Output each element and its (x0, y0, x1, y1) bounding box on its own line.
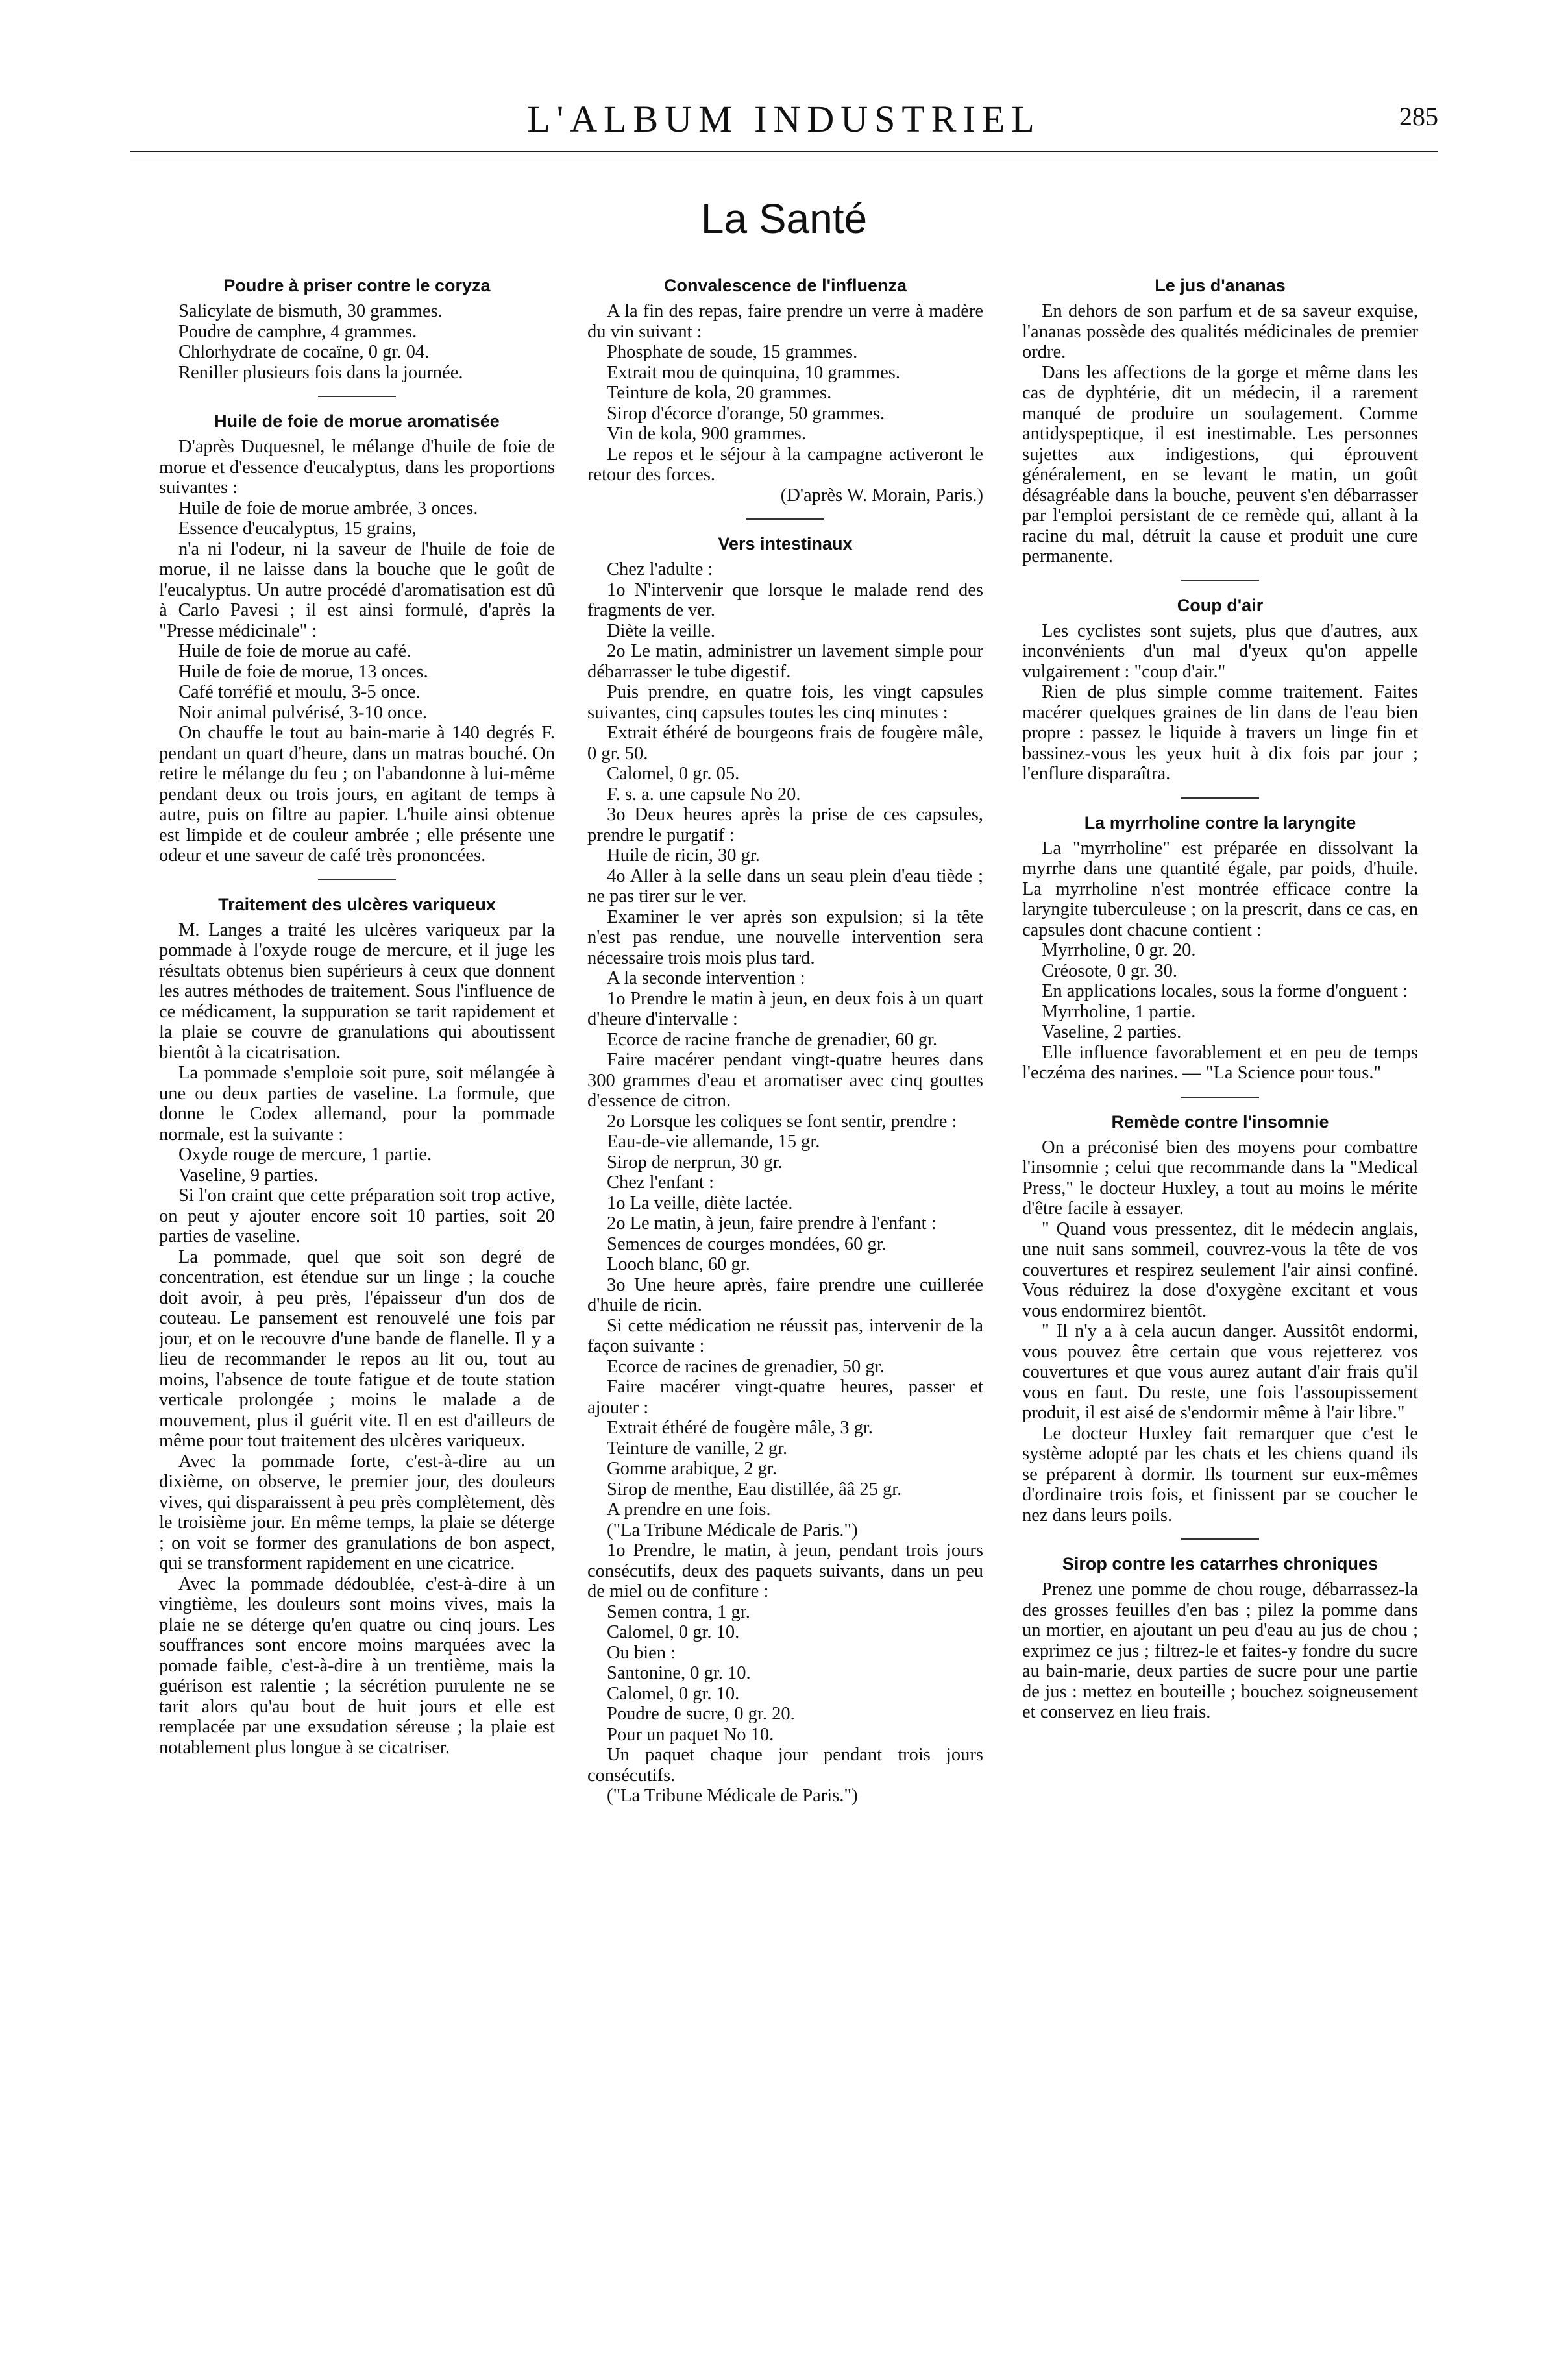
paragraph: Vaseline, 2 parties. (1042, 1022, 1182, 1042)
article-heading: Poudre à priser contre le coryza (223, 276, 491, 295)
paragraph: Puis prendre, en quatre fois, les vingt capsules suivantes, cinq capsules toutes les cinq minutes : (587, 682, 983, 723)
paragraph: On chauffe le tout au bain-marie à 140 degrés F. pendant un quart d'heure, dans un matras bouché. On retire le mélange du feu ; on l'abandonne à lui-même pendant deux ou trois jours, en agitant de temps à autre, puis on filtre au papier. L'huile ainsi obtenue est limpide et de couleur ambrée ; elle présente une odeur et une saveur de café très prononcées. (159, 723, 555, 866)
paragraph: Café torréfié et moulu, 3-5 once. (178, 682, 421, 702)
paragraph: En dehors de son parfum et de sa saveur exquise, l'ananas possède des qualités médicinales de premier ordre. (1022, 301, 1418, 362)
article-heading: Remède contre l'insomnie (1111, 1111, 1329, 1132)
separator-rule (318, 396, 396, 397)
article-heading: Sirop contre les catarrhes chroniques (1062, 1554, 1378, 1573)
paragraph: Teinture de kola, 20 grammes. (607, 383, 832, 403)
paragraph: " Il n'y a à cela aucun danger. Aussitôt endormi, vous pouvez être certain que vous rejetterez vos couvertures et que vous aurez autant d'air frais qu'il vous en faut. Du reste, une fois l'assoupissement produit, il est aisé de s'endormir même à l'air libre." (1022, 1321, 1418, 1423)
article-heading: La myrrholine contre la laryngite (1084, 812, 1356, 832)
paragraph: Extrait éthéré de fougère mâle, 3 gr. (607, 1418, 873, 1438)
paragraph: Santonine, 0 gr. 10. (607, 1663, 751, 1683)
paragraph: Dans les affections de la gorge et même dans les cas de dyphtérie, dit un médecin, il a rarement manqué de produire un soulagement. Comme antidyspeptique, il est inestimable. Les personnes sujettes aux indigestions, qui éprouvent généralement, en se levant le matin, un goût désagréable dans la bouche, peuvent s'en débarrasser par l'emploi persistant de ce remède qui, allant à la racine du mal, détruit la cause et produit une cure permanente. (1022, 362, 1418, 566)
paragraph: Sirop d'écorce d'orange, 50 grammes. (607, 403, 885, 424)
paragraph: Si cette médication ne réussit pas, intervenir de la façon suivante : (587, 1315, 983, 1356)
paragraph: Reniller plusieurs fois dans la journée. (178, 362, 463, 383)
paragraph: On a préconisé bien des moyens pour combattre l'insomnie ; celui que recommande dans la "Medical Press," le docteur Huxley, a tout au moins le mérite d'être facile à essayer. (1022, 1137, 1418, 1219)
paragraph: Teinture de vanille, 2 gr. (607, 1438, 788, 1459)
paragraph: Huile de foie de morue ambrée, 3 onces. (178, 498, 478, 518)
paragraph: 1o N'intervenir que lorsque le malade rend des fragments de ver. (587, 579, 983, 620)
paragraph: Le repos et le séjour à la campagne activeront le retour des forces. (587, 444, 983, 485)
paragraph: Ecorce de racine franche de grenadier, 60 gr. (607, 1029, 938, 1050)
paragraph: Avec la pommade dédoublée, c'est-à-dire à un vingtième, les douleurs sont moins vives, mais la plaie ne se déterge qu'en quatre ou cinq jours. Les souffrances sont encore moins marquées avec la pomade faible, c'est-à-dire à un trentième, mais la guérison est ralentie ; la sécrétion purulente ne se tarit alors qu'au bout de huit jours et elle est remplacée par une exsudation séreuse ; la plaie est notablement plus longue à se cicatriser. (159, 1573, 555, 1758)
paragraph: Huile de ricin, 30 gr. (607, 845, 760, 866)
paragraph: Un paquet chaque jour pendant trois jours consécutifs. (587, 1745, 983, 1786)
paragraph: Si l'on craint que cette préparation soit trop active, on peut y ajouter encore soit 10 parties, soit 20 parties de vaseline. (159, 1185, 555, 1246)
paragraph: 2o Le matin, à jeun, faire prendre à l'enfant : (607, 1213, 937, 1233)
paragraph: ("La Tribune Médicale de Paris.") (607, 1520, 858, 1540)
paragraph: Poudre de camphre, 4 grammes. (178, 321, 417, 342)
paragraph: 3o Deux heures après la prise de ces capsules, prendre le purgatif : (587, 805, 983, 845)
journal-title: L'ALBUM INDUSTRIEL (527, 98, 1041, 140)
paragraph: 1o La veille, diète lactée. (607, 1193, 793, 1213)
paragraph: La pommade s'emploie soit pure, soit mélangée à une ou deux parties de vaseline. La formule, que donne le Codex allemand, pour la pommade normale, est la suivante : (159, 1063, 555, 1145)
paragraph: Prenez une pomme de chou rouge, débarrassez-la des grosses feuilles d'en bas ; pilez la pomme dans un mortier, en ajoutant un peu d'eau au jus de chou ; exprimez ce jus ; filtrez-le et faites-y fondre du sucre au bain-marie, deux parties de sucre pour une partie de jus : mettez en bouteille ; bouchez soigneusement et conservez en lieu frais. (1022, 1579, 1418, 1722)
paragraph: Pour un paquet No 10. (607, 1724, 774, 1745)
paragraph: Ou bien : (607, 1642, 676, 1663)
paragraph: Chlorhydrate de cocaïne, 0 gr. 04. (178, 342, 430, 362)
paragraph: Myrrholine, 0 gr. 20. (1042, 940, 1196, 960)
paragraph: Calomel, 0 gr. 10. (607, 1683, 740, 1704)
paragraph: A prendre en une fois. (607, 1500, 771, 1520)
paragraph: 2o Le matin, administrer un lavement simple pour débarrasser le tube digestif. (587, 641, 983, 682)
article-heading: Convalescence de l'influenza (663, 276, 907, 295)
paragraph: D'après Duquesnel, le mélange d'huile de foie de morue et d'essence d'eucalyptus, dans les proportions suivantes : (159, 437, 555, 498)
paragraph: Sirop de menthe, Eau distillée, ââ 25 gr. (607, 1479, 902, 1500)
paragraph: Noir animal pulvérisé, 3-10 once. (178, 702, 428, 723)
article-columns (0, 276, 1568, 2326)
paragraph: La "myrrholine" est préparée en dissolvant la myrrhe dans une quantité égale, par poids, d'huile. La myrrholine n'est montrée efficace contre la laryngite tuberculeuse ; on la prescrit, dans ce cas, en capsules dont chacune contient : (1022, 838, 1418, 940)
paragraph: Diète la veille. (607, 620, 715, 641)
paragraph: " Quand vous pressentez, dit le médecin anglais, une nuit sans sommeil, couvrez-vous la tête de vos couvertures et respirez seulement l'air ainsi confiné. Vous réduirez la dose d'oxygène excitant et vous vous endormirez bientôt. (1022, 1219, 1418, 1321)
paragraph: Le docteur Huxley fait remarquer que c'est le système adopté par les chats et les chiens quand ils se préparent à dormir. Ils tournent sur eux-mêmes d'ordinaire trois fois, et finissent par se coucher le nez dans leurs poils. (1022, 1423, 1418, 1525)
paragraph: Semences de courges mondées, 60 gr. (607, 1233, 887, 1254)
paragraph: Huile de foie de morue, 13 onces. (178, 661, 428, 682)
separator-rule (318, 879, 396, 880)
paragraph: 3o Une heure après, faire prendre une cuillerée d'huile de ricin. (587, 1274, 983, 1315)
paragraph: Chez l'enfant : (607, 1172, 714, 1193)
article-heading: Le jus d'ananas (1155, 276, 1286, 295)
page-number: 285 (1399, 102, 1438, 131)
paragraph: F. s. a. une capsule No 20. (607, 784, 801, 805)
paragraph: 2o Lorsque les coliques se font sentir, prendre : (607, 1111, 957, 1132)
paragraph: Myrrholine, 1 partie. (1042, 1001, 1196, 1022)
paragraph: Extrait mou de quinquina, 10 grammes. (607, 362, 900, 383)
paragraph: Salicylate de bismuth, 30 grammes. (178, 301, 443, 321)
article-heading: Coup d'air (1177, 595, 1264, 615)
article-heading: Huile de foie de morue aromatisée (214, 411, 500, 431)
paragraph: 1o Prendre, le matin, à jeun, pendant trois jours consécutifs, deux des paquets suivants, dans un peu de miel ou de confiture : (587, 1540, 983, 1601)
column-2 (587, 276, 983, 2326)
paragraph: (D'après W. Morain, Paris.) (780, 485, 983, 505)
paragraph: Essence d'eucalyptus, 15 grains, (178, 518, 417, 539)
section-title: La Santé (700, 195, 868, 242)
separator-rule (1181, 797, 1259, 799)
separator-rule (1181, 1097, 1259, 1098)
column-1 (159, 276, 555, 2326)
paragraph: Ecorce de racines de grenadier, 50 gr. (607, 1356, 885, 1377)
paragraph: Créosote, 0 gr. 30. (1042, 960, 1177, 981)
paragraph: Poudre de sucre, 0 gr. 20. (607, 1704, 795, 1724)
paragraph: Faire macérer vingt-quatre heures, passer et ajouter : (587, 1377, 983, 1418)
separator-rule (1181, 1538, 1259, 1540)
paragraph: A la fin des repas, faire prendre un verre à madère du vin suivant : (587, 301, 983, 342)
header-rule (130, 151, 1438, 156)
article-heading: Vers intestinaux (718, 534, 853, 553)
paragraph: Chez l'adulte : (607, 559, 713, 579)
paragraph: Semen contra, 1 gr. (607, 1601, 750, 1622)
paragraph: La pommade, quel que soit son degré de concentration, est étendue sur un linge ; la couche doit avoir, à peu près, l'épaisseur d'un dos de couteau. Le pansement est renouvelé une fois par jour, et on le recouvre d'une bande de flanelle. Il y a lieu de recommander le repos au lit ou, tout au moins, l'absence de toute fatigue et de toute station verticale prolongée ; moins le malade a de mouvement, plus il guérit vite. Il en est d'ailleurs de même pour tout traitement des ulcères variqueux. (159, 1246, 555, 1451)
paragraph: n'a ni l'odeur, ni la saveur de l'huile de foie de morue, il ne laisse dans la bouche que le goût de l'eucalyptus. Un autre procédé d'aromatisation est dû à Carlo Pavesi ; il est ainsi formulé, d'après la "Presse médicinale" : (159, 539, 555, 641)
paragraph: Rien de plus simple comme traitement. Faites macérer quelques graines de lin dans de l'eau bien propre : passez le liquide à travers un linge fin et bassinez-vous les yeux huit à dix fois par jour ; l'enflure disparaîtra. (1022, 682, 1418, 784)
separator-rule (746, 518, 824, 520)
paragraph: Extrait éthéré de bourgeons frais de fougère mâle, 0 gr. 50. (587, 723, 983, 764)
paragraph: Calomel, 0 gr. 05. (607, 764, 740, 784)
paragraph: 4o Aller à la selle dans un seau plein d'eau tiède ; ne pas tirer sur le ver. (587, 866, 983, 906)
paragraph: Vaseline, 9 parties. (178, 1165, 319, 1185)
paragraph: ("La Tribune Médicale de Paris.") (607, 1786, 858, 1806)
paragraph: Looch blanc, 60 gr. (607, 1254, 750, 1274)
paragraph: Eau-de-vie allemande, 15 gr. (607, 1132, 820, 1152)
column-3 (1022, 276, 1418, 2326)
paragraph: Examiner le ver après son expulsion; si la tête n'est pas rendue, une nouvelle intervention sera nécessaire trois mois plus tard. (587, 906, 983, 968)
paragraph: Vin de kola, 900 grammes. (607, 424, 806, 444)
paragraph: Oxyde rouge de mercure, 1 partie. (178, 1145, 432, 1165)
paragraph: Gomme arabique, 2 gr. (607, 1459, 777, 1479)
paragraph: Les cyclistes sont sujets, plus que d'autres, aux inconvénients d'un mal d'yeux qu'on appelle vulgairement : "coup d'air." (1022, 620, 1418, 682)
paragraph: A la seconde intervention : (607, 968, 805, 988)
paragraph: Calomel, 0 gr. 10. (607, 1622, 740, 1642)
paragraph: 1o Prendre le matin à jeun, en deux fois à un quart d'heure d'intervalle : (587, 988, 983, 1029)
running-head (130, 97, 1438, 143)
paragraph: Elle influence favorablement et en peu de temps l'eczéma des narines. — "La Science pour tous." (1022, 1042, 1418, 1083)
paragraph: Avec la pommade forte, c'est-à-dire au un dixième, on observe, le premier jour, des douleurs vives, qui disparaissent à peu près complètement, dès le troisième jour. En même temps, la plaie se déterge ; on voit se former des granulations de bon aspect, qui se transforment rapidement en une cicatrice. (159, 1451, 555, 1573)
separator-rule (1181, 580, 1259, 581)
paragraph: Huile de foie de morue au café. (178, 641, 411, 661)
paragraph: Faire macérer pendant vingt-quatre heures dans 300 grammes d'eau et aromatiser avec cinq gouttes d'essence de citron. (587, 1050, 983, 1111)
paragraph: Sirop de nerprun, 30 gr. (607, 1152, 783, 1172)
paragraph: Phosphate de soude, 15 grammes. (607, 342, 858, 362)
article-heading: Traitement des ulcères variqueux (218, 894, 496, 914)
paragraph: En applications locales, sous la forme d'onguent : (1042, 981, 1408, 1001)
paragraph: M. Langes a traité les ulcères variqueux par la pommade à l'oxyde rouge de mercure, et il juge les résultats obtenus bien supérieurs à ceux que donnent les autres méthodes de traitement. Sous l'influence de ce médicament, la suppuration se tarit rapidement et la plaie se couvre de granulations qui aboutissent bientôt à la cicatrisation. (159, 919, 555, 1063)
